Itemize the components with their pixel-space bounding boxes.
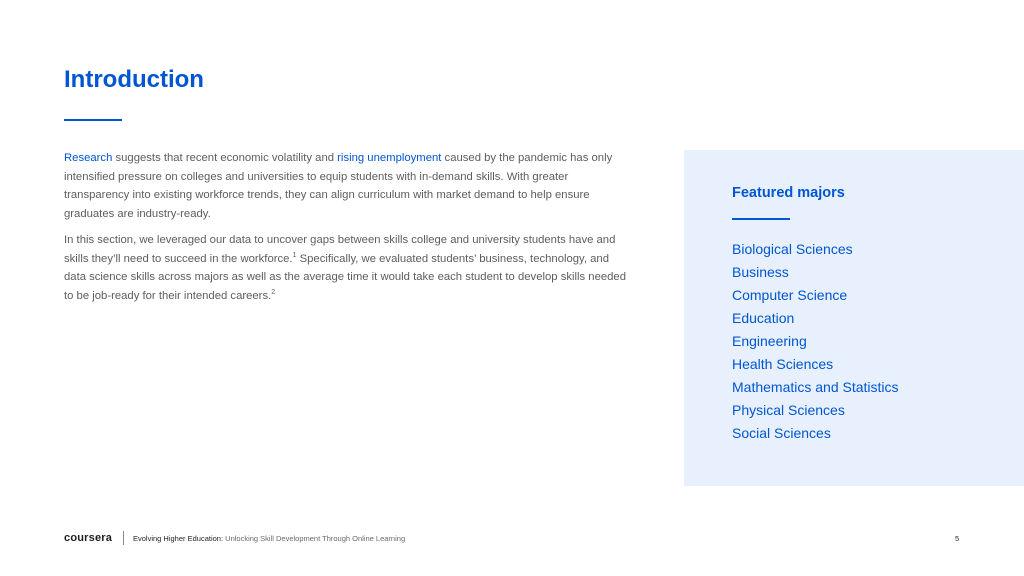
report-title: [133, 534, 405, 543]
research-link[interactable]: Research: [64, 152, 113, 164]
major-mathematics-and-statistics[interactable]: Mathematics and Statistics: [732, 379, 899, 395]
intro-text-1a: suggests that recent economic volatility and: [112, 152, 338, 164]
major-social-sciences[interactable]: Social Sciences: [732, 425, 831, 441]
coursera-logo: coursera: [64, 532, 113, 544]
featured-majors-list: [732, 238, 899, 445]
featured-majors-heading: Featured majors: [732, 185, 845, 201]
intro-text-2b: Specifically, we evaluated students’ business, technology, and data science skills across majors as well as the average time it would take each student to develop skills needed to be job-ready for their intended careers.: [64, 252, 626, 302]
title-underline: [64, 119, 122, 121]
major-health-sciences[interactable]: Health Sciences: [732, 356, 834, 372]
major-business[interactable]: Business: [732, 264, 789, 280]
featured-majors-panel: [684, 150, 1024, 486]
major-physical-sciences[interactable]: Physical Sciences: [732, 402, 845, 418]
report-title-strong: Evolving Higher Education:: [133, 534, 224, 543]
report-title-rest: Unlocking Skill Development Through Online Learning: [223, 534, 406, 543]
intro-body: [64, 149, 634, 313]
intro-text-2a: In this section, we leveraged our data to uncover gaps between skills college and university students have and skills they’ll need to succeed in the workforce.: [64, 234, 616, 265]
page-title: Introduction: [64, 66, 204, 93]
major-biological-sciences[interactable]: Biological Sciences: [732, 241, 853, 257]
intro-paragraph-2: [64, 231, 634, 305]
footer-divider: [123, 531, 124, 545]
rising-unemployment-link[interactable]: rising unemployment: [337, 152, 442, 164]
footnote-ref-2[interactable]: 2: [271, 288, 276, 296]
featured-majors-underline: [732, 218, 790, 220]
page-number: 5: [955, 534, 960, 543]
major-computer-science[interactable]: Computer Science: [732, 287, 848, 303]
intro-text-1b: caused by the pandemic has only intensified pressure on colleges and universities to equip students with in-demand skills. With greater transparency into existing workforce trends, they can align curriculum with market demand to help ensure graduates are industry-ready.: [64, 152, 613, 220]
major-education[interactable]: Education: [732, 310, 795, 326]
footnote-ref-1[interactable]: 1: [292, 251, 297, 259]
major-engineering[interactable]: Engineering: [732, 333, 807, 349]
intro-paragraph-1: [64, 149, 634, 223]
